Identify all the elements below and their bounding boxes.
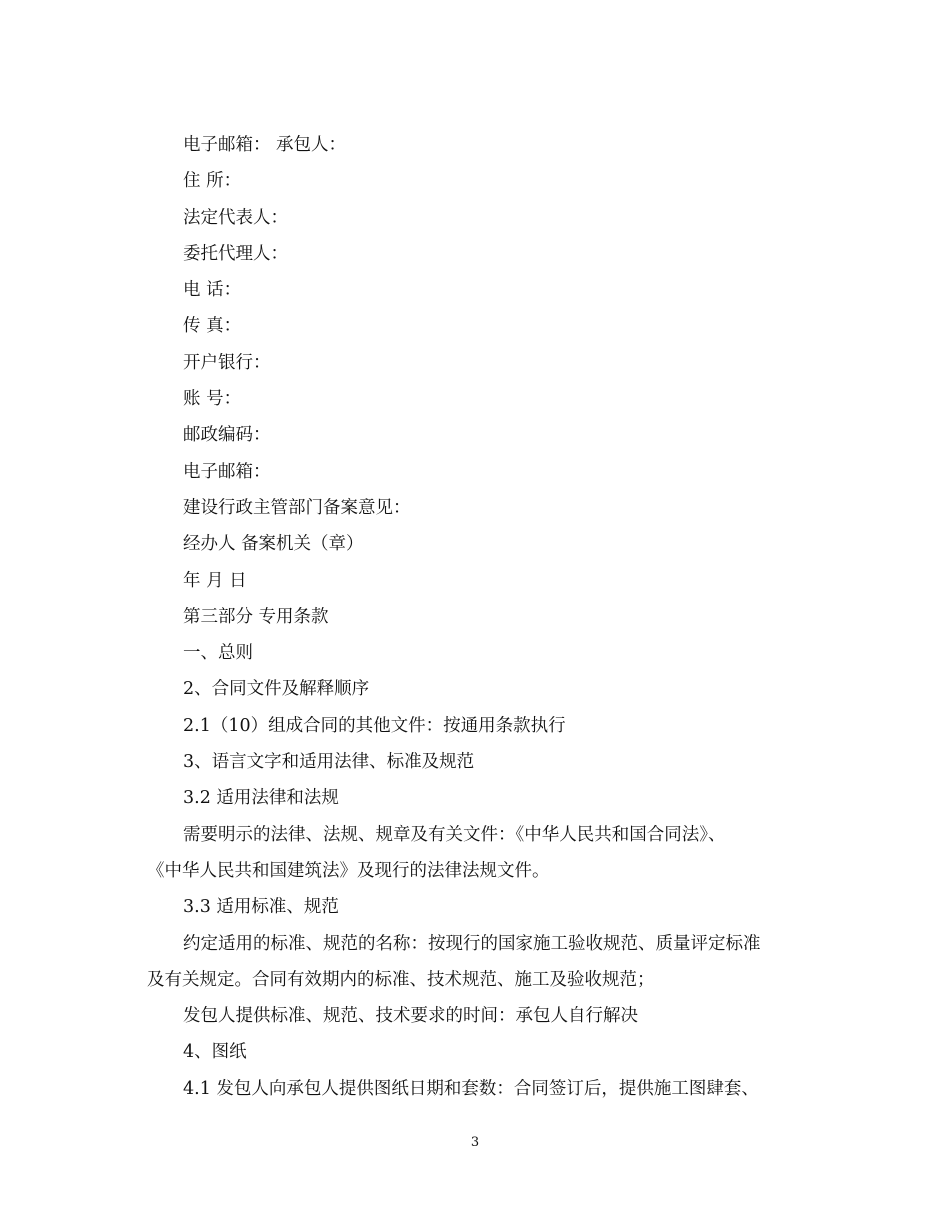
text-line: 传 真： bbox=[183, 316, 242, 337]
text-line: 电 话： bbox=[183, 280, 242, 301]
text-line-continuation: 及有关规定。合同有效期内的标准、技术规范、施工及验收规范； bbox=[147, 969, 655, 990]
text-line: 账 号： bbox=[183, 389, 242, 410]
text-line: 委托代理人： bbox=[183, 243, 288, 264]
clause-heading: 3.2 适用法律和法规 bbox=[183, 788, 339, 809]
text-line: 建设行政主管部门备案意见： bbox=[183, 497, 411, 518]
text-line: 发包人提供标准、规范、技术要求的时间：承包人自行解决 bbox=[183, 1006, 638, 1027]
text-line: 邮政编码： bbox=[183, 425, 271, 446]
clause-heading: 4、图纸 bbox=[183, 1042, 247, 1063]
text-line: 经办人 备案机关（章） bbox=[183, 534, 364, 555]
section-heading: 一、总则 bbox=[183, 643, 253, 664]
text-line: 约定适用的标准、规范的名称：按现行的国家施工验收规范、质量评定标准 bbox=[183, 933, 761, 954]
clause-heading: 3.3 适用标准、规范 bbox=[183, 897, 339, 918]
text-line: 电子邮箱： bbox=[183, 461, 271, 482]
text-line: 开户银行： bbox=[183, 352, 271, 373]
text-line: 年 月 日 bbox=[183, 570, 247, 591]
section-heading: 第三部分 专用条款 bbox=[183, 606, 329, 627]
text-line: 4.1 发包人向承包人提供图纸日期和套数：合同签订后，提供施工图肆套、 bbox=[183, 1078, 759, 1099]
text-line: 电子邮箱： 承包人： bbox=[183, 135, 347, 155]
page-number: 3 bbox=[470, 1135, 480, 1150]
document-body bbox=[147, 127, 807, 1107]
text-line: 2.1（10）组成合同的其他文件：按通用条款执行 bbox=[183, 715, 566, 736]
clause-heading: 2、合同文件及解释顺序 bbox=[183, 679, 370, 700]
text-line: 需要明示的法律、法规、规章及有关文件：《中华人民共和国合同法》、 bbox=[183, 824, 726, 845]
text-line: 法定代表人： bbox=[183, 207, 288, 228]
clause-heading: 3、语言文字和适用法律、标准及规范 bbox=[183, 752, 475, 773]
text-line-continuation: 《中华人民共和国建筑法》及现行的法律法规文件。 bbox=[147, 860, 550, 881]
text-line: 住 所： bbox=[183, 171, 242, 192]
